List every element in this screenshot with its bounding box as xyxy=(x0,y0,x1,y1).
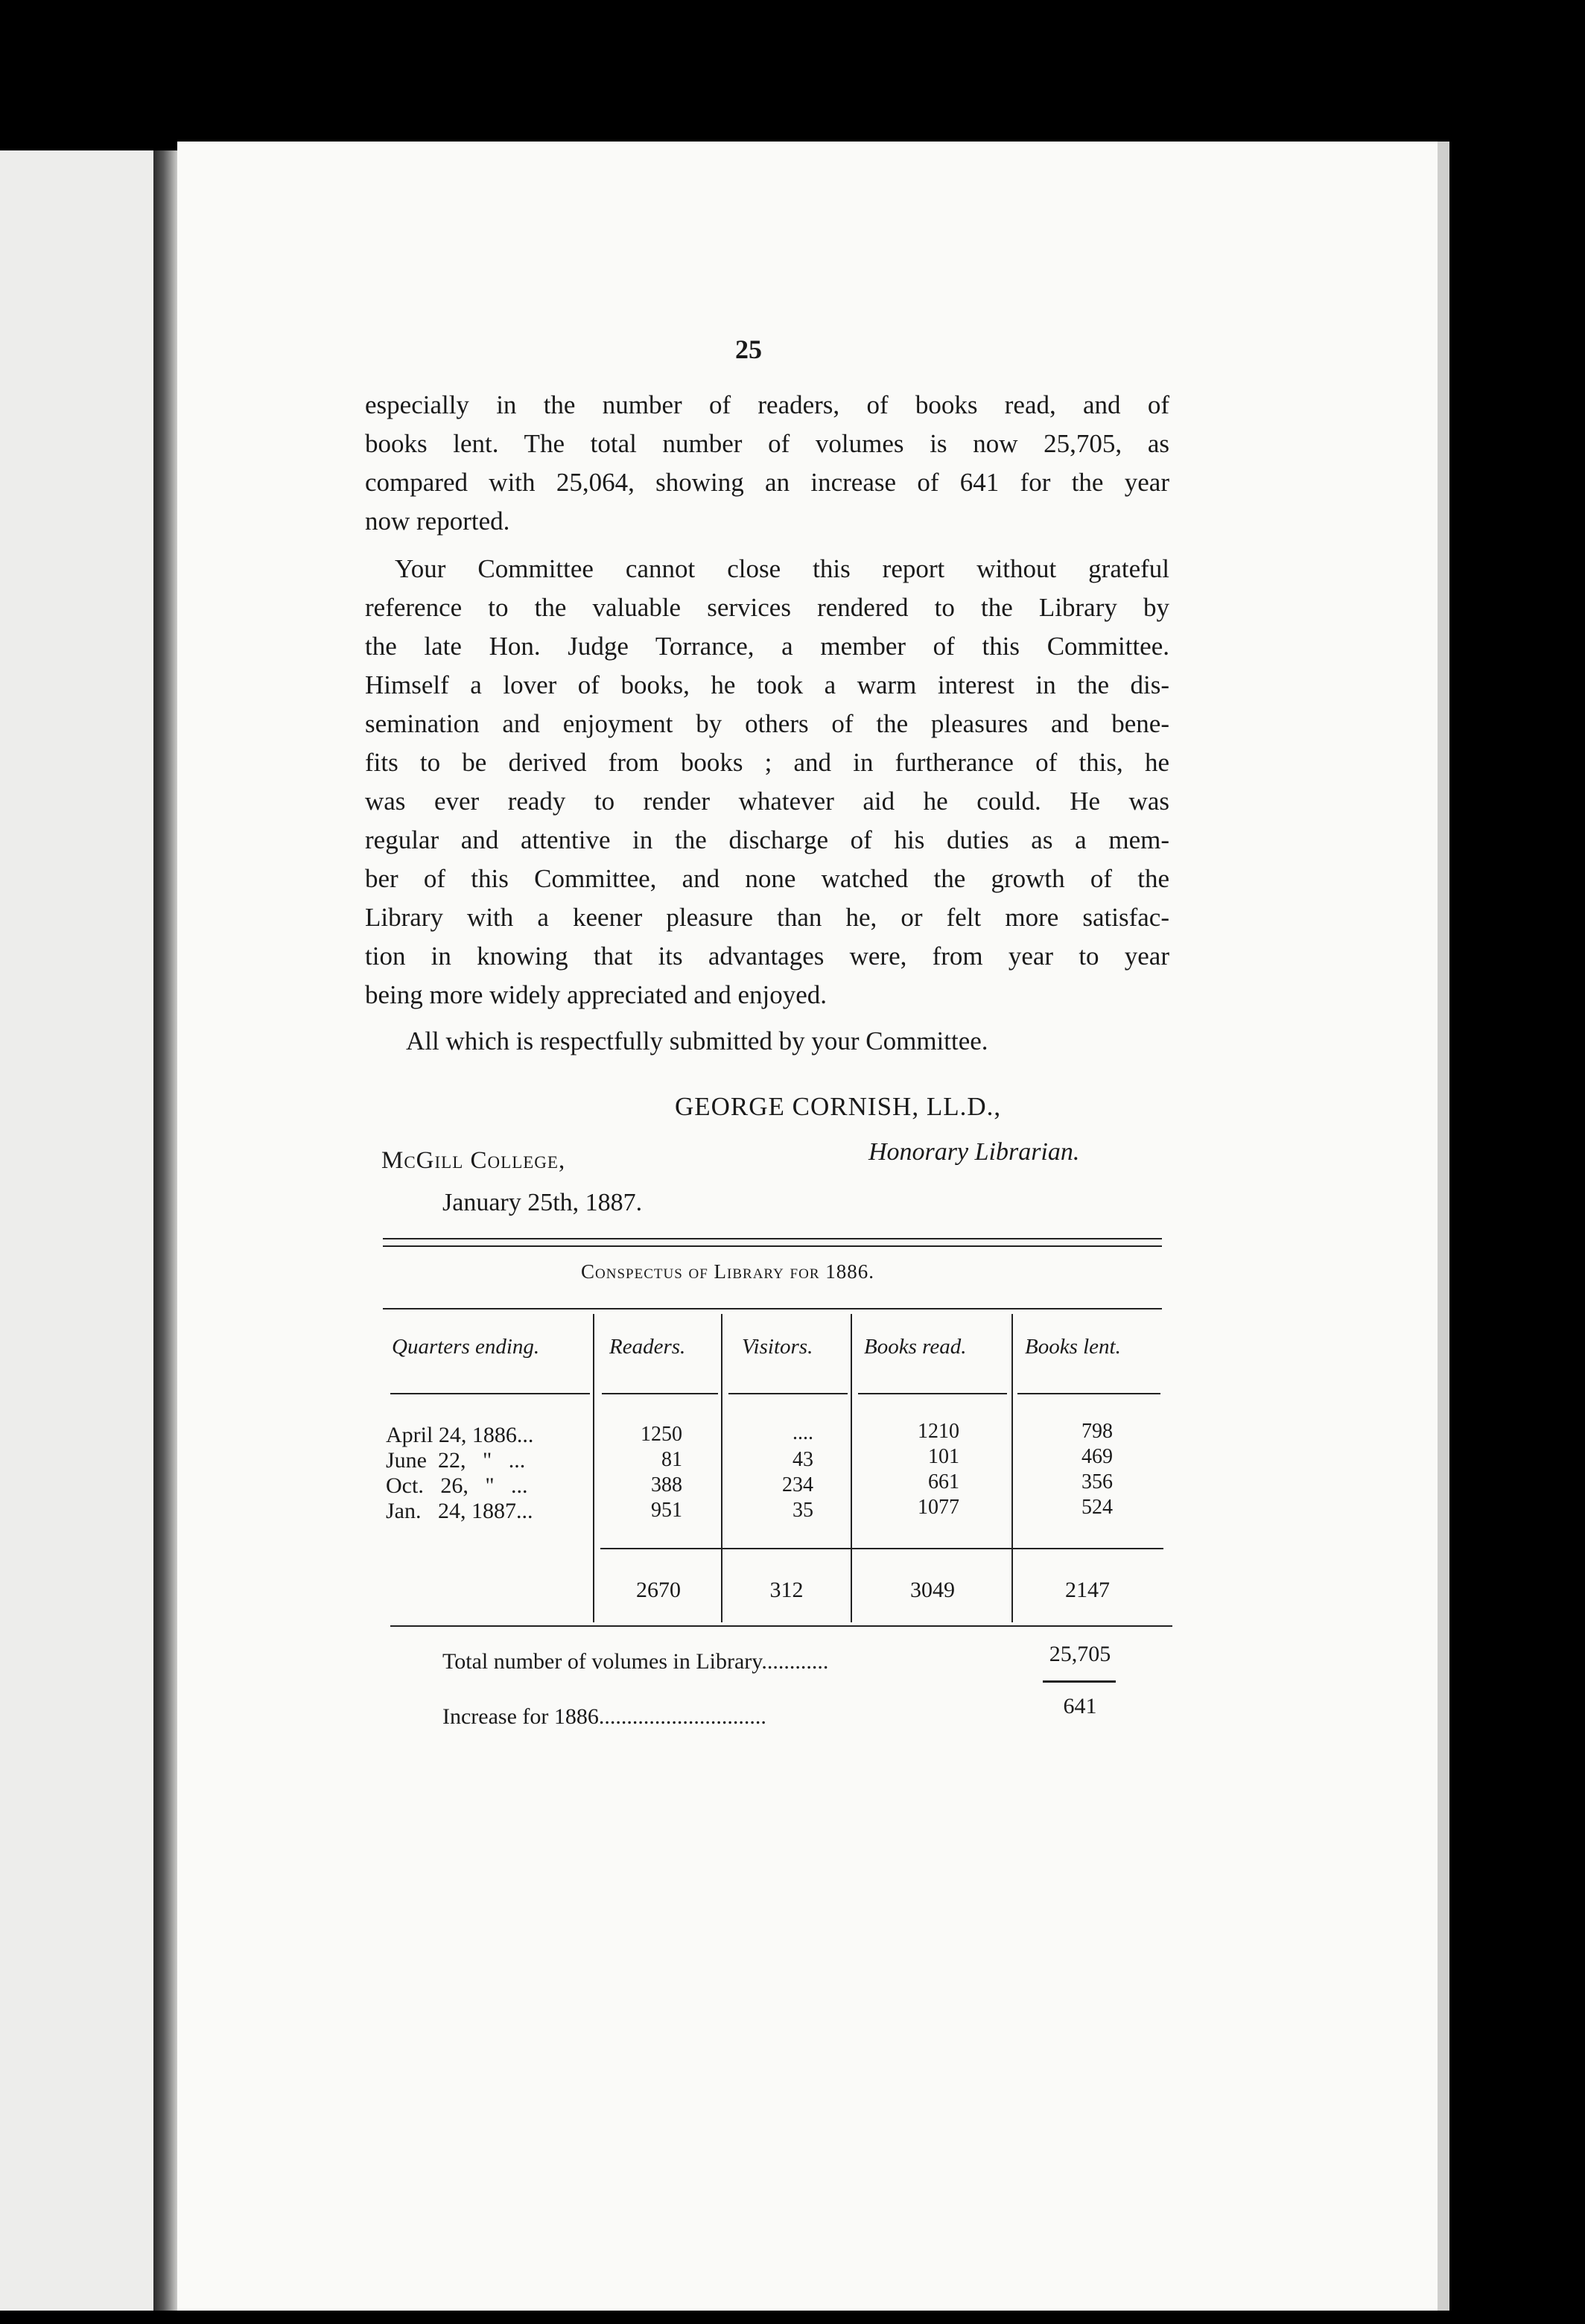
total-books-read: 3049 xyxy=(910,1578,955,1602)
total-readers: 2670 xyxy=(636,1578,681,1602)
table-title: Conspectus of Library for 1886. xyxy=(581,1260,874,1283)
total-visitors: 312 xyxy=(769,1578,804,1602)
cell-books-lent: 469 xyxy=(1081,1445,1113,1468)
total-books-lent: 2147 xyxy=(1065,1578,1110,1602)
volumes-label: Total number of volumes in Library............ xyxy=(442,1649,829,1674)
text-line: especially in the number of readers, of books read, and of xyxy=(365,390,1169,419)
text-line: the late Hon. Judge Torrance, a member of this Committee. xyxy=(365,632,1169,661)
text-line: regular and attentive in the discharge of his duties as a mem- xyxy=(365,825,1169,854)
volumes-value: 25,705 xyxy=(1049,1642,1111,1666)
text-line: being more widely appreciated and enjoyed. xyxy=(365,980,828,1009)
text-line: tion in knowing that its advantages were, from year to year xyxy=(365,942,1169,971)
column-divider xyxy=(593,1314,594,1622)
cell-books-read: 661 xyxy=(928,1470,959,1493)
closing-line: All which is respectfully submitted by your Committee. xyxy=(406,1026,988,1055)
cell-readers: 951 xyxy=(651,1499,682,1522)
cell-books-read: 1210 xyxy=(918,1420,959,1443)
text-line: books lent. The total number of volumes is now 25,705, as xyxy=(365,429,1169,458)
book-gutter xyxy=(153,150,179,2311)
table-top-rule xyxy=(383,1238,1162,1239)
page-number: 25 xyxy=(735,334,762,364)
column-divider xyxy=(721,1314,722,1622)
sum-rule xyxy=(1043,1680,1116,1683)
cell-readers: 1250 xyxy=(641,1423,682,1446)
signer-name: GEORGE CORNISH, LL.D., xyxy=(675,1092,1002,1121)
text-line: Library with a keener pleasure than he, or felt more satisfac- xyxy=(365,903,1169,932)
cell-books-read: 101 xyxy=(928,1445,959,1468)
column-divider xyxy=(851,1314,852,1622)
row-quarter: April 24, 1886... xyxy=(386,1423,534,1447)
header-rule xyxy=(383,1308,1162,1309)
signature-date: January 25th, 1887. xyxy=(442,1189,643,1216)
col-header-quarters: Quarters ending. xyxy=(392,1335,540,1359)
text-line: Himself a lover of books, he took a warm interest in the dis- xyxy=(365,670,1169,699)
cell-visitors: 234 xyxy=(782,1473,813,1496)
row-quarter: June 22, " ... xyxy=(386,1448,526,1473)
signer-title: Honorary Librarian. xyxy=(868,1138,1080,1166)
header-bottom-rule xyxy=(1017,1393,1160,1394)
header-bottom-rule xyxy=(602,1393,718,1394)
text-line: reference to the valuable services rendered to the Library by xyxy=(365,593,1169,622)
cell-visitors: 35 xyxy=(792,1499,813,1522)
header-bottom-rule xyxy=(858,1393,1007,1394)
row-quarter: Oct. 26, " ... xyxy=(386,1473,528,1498)
column-divider xyxy=(1011,1314,1013,1622)
text-line: Your Committee cannot close this report without grateful xyxy=(395,554,1169,583)
cell-readers: 81 xyxy=(661,1448,682,1471)
paragraph-1 xyxy=(365,386,1169,541)
text-line: now reported. xyxy=(365,507,510,536)
table-bottom-rule xyxy=(390,1625,1172,1627)
cell-readers: 388 xyxy=(651,1473,682,1496)
col-header-books-lent: Books lent. xyxy=(1025,1335,1121,1359)
table-top-rule-2 xyxy=(383,1245,1162,1247)
text-line: ber of this Committee, and none watched the growth of the xyxy=(365,864,1169,893)
signature-place: McGill College, xyxy=(381,1147,566,1174)
text-line: fits to be derived from books ; and in furtherance of this, he xyxy=(365,748,1169,777)
col-header-readers: Readers. xyxy=(609,1335,686,1359)
paragraph-2 xyxy=(365,550,1169,1015)
cell-books-lent: 798 xyxy=(1081,1420,1113,1443)
header-bottom-rule xyxy=(390,1393,590,1394)
text-line: semination and enjoyment by others of the pleasures and bene- xyxy=(365,709,1169,738)
increase-label: Increase for 1886.............................. xyxy=(442,1704,766,1729)
cell-visitors: .... xyxy=(792,1421,813,1444)
cell-books-lent: 356 xyxy=(1081,1470,1113,1493)
text-line: was ever ready to render whatever aid he could. He was xyxy=(365,787,1169,816)
increase-value: 641 xyxy=(1063,1694,1097,1718)
row-quarter: Jan. 24, 1887... xyxy=(386,1499,533,1523)
cell-books-read: 1077 xyxy=(918,1496,959,1519)
facing-page xyxy=(0,150,155,2311)
cell-visitors: 43 xyxy=(792,1448,813,1471)
cell-books-lent: 524 xyxy=(1081,1496,1113,1519)
page-edge xyxy=(1438,142,1449,2311)
col-header-visitors: Visitors. xyxy=(742,1335,813,1359)
col-header-books-read: Books read. xyxy=(864,1335,967,1359)
text-line: compared with 25,064, showing an increase of 641 for the year xyxy=(365,468,1169,497)
header-bottom-rule xyxy=(728,1393,848,1394)
totals-rule xyxy=(600,1548,1163,1549)
